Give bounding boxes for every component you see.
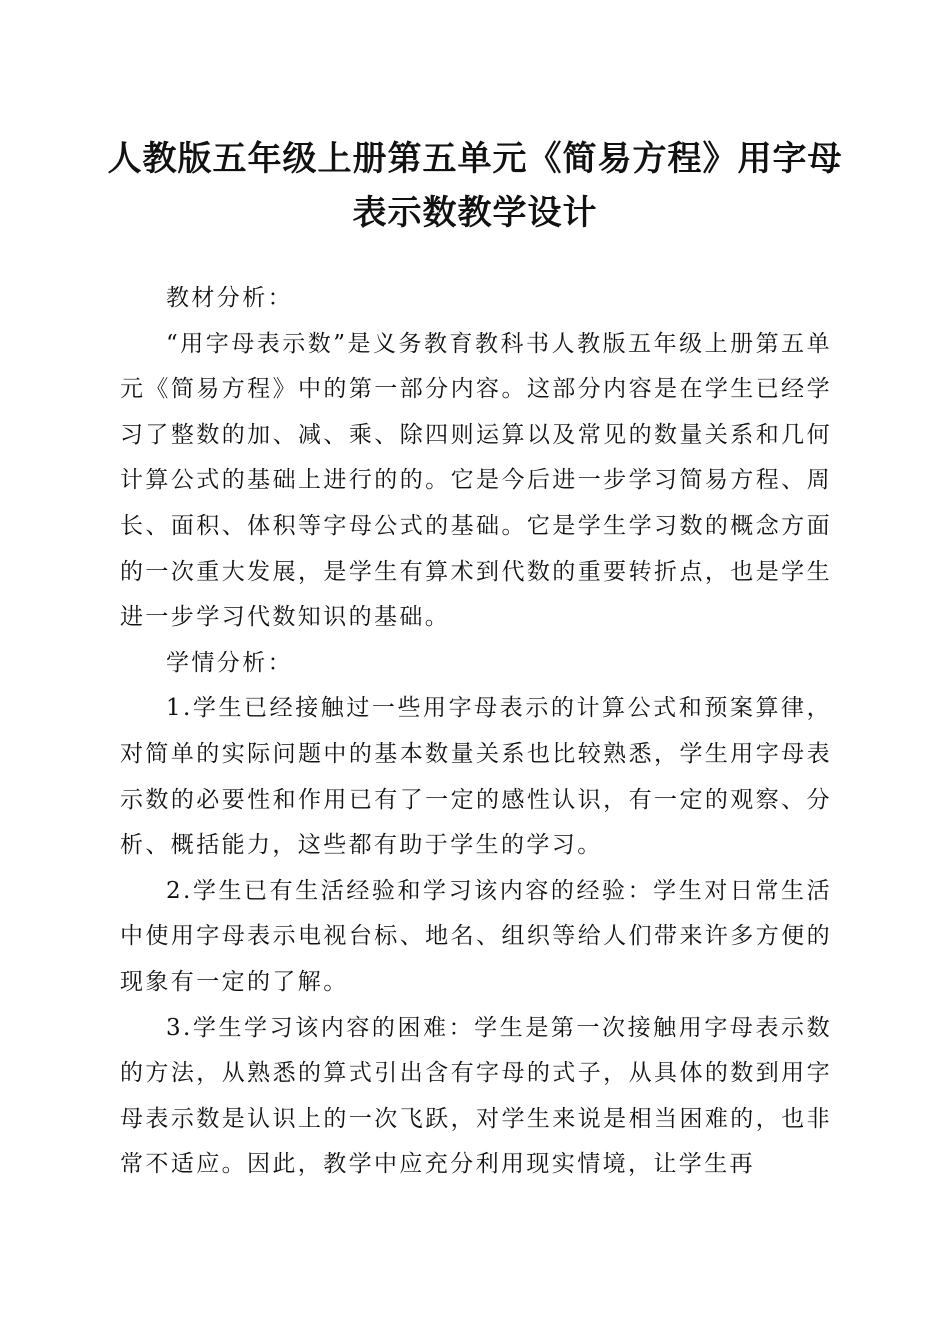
section-heading-student-analysis: 学情分析：	[166, 649, 293, 676]
paragraph-student-analysis-1: 1.学生已经接触过一些用字母表示的计算公式和预案算律，对简单的实际问题中的基本数量关系也比较熟悉，学生用字母表示数的必要性和作用已有了一定的感性认识，有一定的观察、分析、概括能力，这些都有助于学生的学习。	[120, 695, 832, 859]
document-title: 人教版五年级上册第五单元《简易方程》用字母表示数教学设计	[107, 139, 843, 233]
paragraph-student-analysis-2: 2.学生已有生活经验和学习该内容的经验：学生对日常生活中使用字母表示电视台标、地名、组织等给人们带来许多方便的现象有一定的了解。	[120, 877, 832, 995]
paragraph-student-analysis-3: 3.学生学习该内容的困难：学生是第一次接触用字母表示数的方法，从熟悉的算式引出含有字母的式子，从具体的数到用字母表示数是认识上的一次飞跃，对学生来说是相当困难的，也非常不适应。因此，教学中应充分利用现实情境，让学生再	[120, 1014, 832, 1178]
paragraph-textbook-analysis: “用字母表示数”是义务教育教科书人教版五年级上册第五单元《简易方程》中的第一部分内容。这部分内容是在学生已经学习了整数的加、减、乘、除四则运算以及常见的数量关系和几何计算公式的基础上进行的的。它是今后进一步学习简易方程、周长、面积、体积等字母公式的基础。它是学生学习数的概念方面的一次重大发展，是学生有算术到代数的重要转折点，也是学生进一步学习代数知识的基础。	[120, 330, 832, 631]
document-body	[120, 276, 832, 1188]
section-heading-textbook-analysis: 教材分析：	[166, 285, 293, 311]
